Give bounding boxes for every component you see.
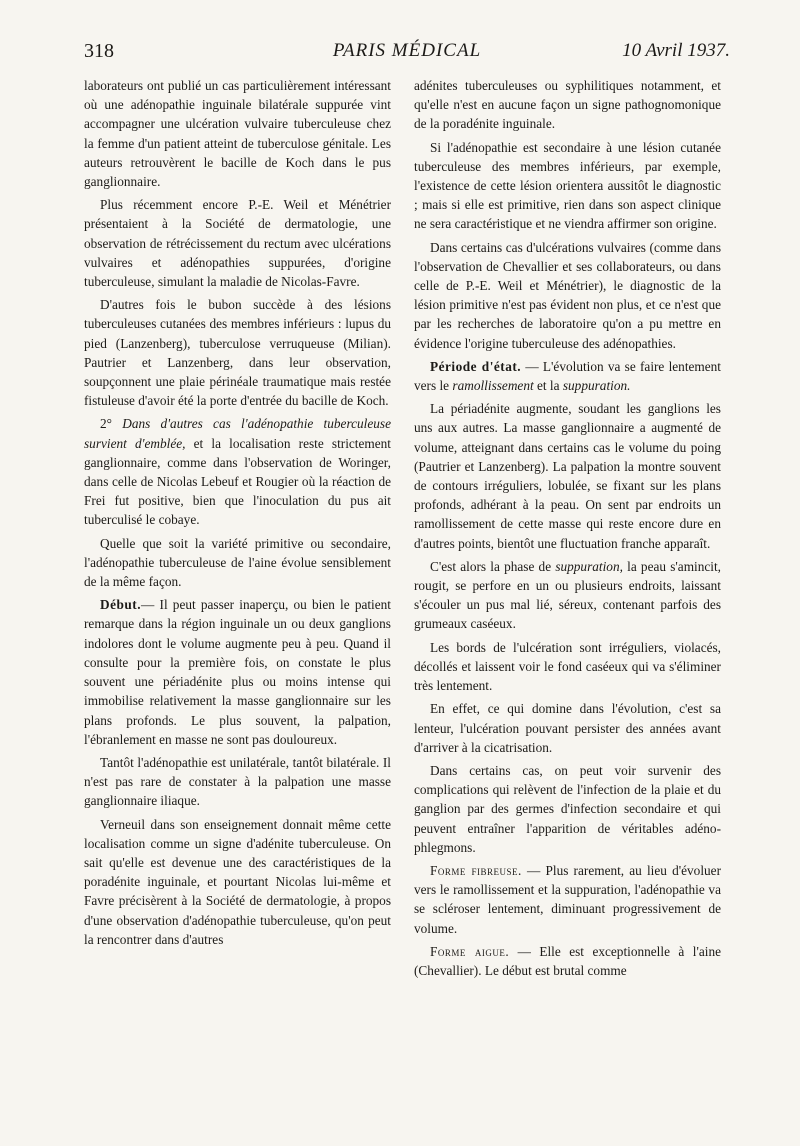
- paragraph-text: et la: [537, 378, 560, 394]
- left-column: [84, 76, 391, 1116]
- small-caps-heading: Forme fibreuse.: [430, 862, 522, 878]
- paragraph-text: la peau s'amincit, rougit, se perfore en un ou plusieurs endroits, laissant s'écouler un pus mal lié, séreux, contenant parfois des grumeaux caséeux.: [414, 558, 721, 632]
- paragraph: [414, 557, 721, 634]
- paragraph-text: — Elle est exceptionnelle à l'aine (Chevallier). Le début est brutal comme: [414, 943, 721, 978]
- small-caps-heading: Forme aigue.: [430, 943, 510, 959]
- paragraph: adénites tuberculeuses ou syphilitiques notamment, et qu'elle n'est en aucune façon un signe pathognomonique de la poradénite inguinale.: [414, 78, 721, 132]
- paragraph: [414, 357, 721, 395]
- paragraph: Dans certains cas d'ulcérations vulvaires (comme dans l'observation de Chevallier et ses collaborateurs, ou dans celle de P.-E. Weil et Ménétrier), le diagnostic de la lésion primitive n'est pas évident non plus, et ce n'est que par les recherches de laboratoire qu'on a pu mettre en évidence l'origine tuberculeuse des adénopathies.: [414, 239, 721, 351]
- paragraph: D'autres fois le bubon succède à des lésions tuberculeuses cutanées des membres inférieurs : lupus du pied (Lanzenberg), tuberculose verruqueuse (Milian). Pautrier et Lanzenberg, dans leur observation, soupçonnent une plaie périnéale traumatique mais restée fistuleuse d'avoir été la porte d'entrée du bacille de Koch.: [84, 297, 391, 409]
- paragraph: [414, 942, 721, 980]
- italic-term: suppuration,: [555, 558, 623, 574]
- italic-term: ramollissement: [452, 378, 534, 394]
- paragraph: Plus récemment encore P.-E. Weil et Ménétrier présentaient à la Société de dermatologie, une observation de rétrécissement du rectum avec ulcérations vulvaires et adénopathies suppurées, d'origine tuberculeuse, simulant la maladie de Nicolas-Favre.: [84, 197, 391, 290]
- journal-title: PARIS MÉDICAL: [332, 40, 482, 61]
- paragraph: Verneuil dans son enseignement donnait même cette localisation comme un signe d'adénite tuberculeuse. On sait qu'elle est devenue une des caractéristiques de la poradénite inguinale, et pourtant Nicolas lui-même et Favre précisèrent à la Société de dermatologie, à propos d'une observation d'adénopathie tuberculeuse, qu'on peut la rencontrer dans d'autres: [84, 816, 391, 947]
- paragraph-text: — Il peut passer inaperçu, ou bien le patient remarque dans la région inguinale un ou deux ganglions indolores dont le volume augmente peu à peu. Quand il consulte pour la première fois, on constate le plus souvent une périadénite plus ou moins intense qui immobilise relativement la masse ganglionnaire sur les plans profonds. Le plus souvent, la palpation, l'ébranlement en masse ne sont pas douloureux.: [84, 597, 391, 747]
- paragraph-text: — Plus rarement, au lieu d'évoluer vers le ramollissement et la suppuration, l'adénopathie va se scléroser lentement, diminuant progressivement de volume.: [414, 862, 721, 936]
- paragraph: [84, 414, 391, 529]
- item-number: 2°: [100, 416, 112, 432]
- paragraph: Tantôt l'adénopathie est unilatérale, tantôt bilatérale. Il n'est pas rare de constater à la palpation une masse ganglionnaire iliaque.: [84, 754, 391, 809]
- paragraph: [414, 861, 721, 938]
- italic-term: suppuration.: [562, 378, 631, 394]
- paragraph: Dans certains cas, on peut voir survenir des complications qui relèvent de l'infection de la plaie et du ganglion par des germes d'infection secondaire et qui peuvent entraîner l'apparition de véritables adéno-phlegmons.: [414, 762, 721, 855]
- paragraph: Les bords de l'ulcération sont irréguliers, violacés, décollés et laissent voir le fond caséeux qui va s'éliminer très lentement.: [414, 639, 721, 694]
- run-in-heading: Début.: [100, 597, 142, 613]
- paragraph: Si l'adénopathie est secondaire à une lésion cutanée tuberculeuse des membres inférieurs, par exemple, l'existence de cette lésion orientera aussitôt le diagnostic ; mais si elle est primitive, rien dans son aspect clinique ne sera caractéristique et ne viendra affirmer son origine.: [414, 139, 721, 232]
- paragraph: La périadénite augmente, soudant les ganglions les uns aux autres. La masse ganglionnaire a augmenté de volume, atteignant dans certains cas le volume du poing (Pautrier et Lanzenberg). La palpation la montre souvent de contours irréguliers, lobulée, se fixant sur les plans profonds, adhérant à la peau. On sent par endroits un ramollissement de cette masse qui reste encore dure en d'autres points, bientôt une fluctuation franche apparaît.: [414, 401, 721, 551]
- paragraph: En effet, ce qui domine dans l'évolution, c'est sa lenteur, l'ulcération pouvant persister des années avant d'arriver à la cicatrisation.: [414, 701, 721, 755]
- paragraph-text: C'est alors la phase de: [430, 558, 552, 574]
- paragraph: Quelle que soit la variété primitive ou secondaire, l'adénopathie tuberculeuse de l'aine évolue sensiblement de la même façon.: [84, 535, 391, 590]
- paragraph-text: — L'évolution va se faire lentement vers le: [414, 358, 721, 394]
- running-header: [84, 40, 730, 72]
- paragraph: [84, 595, 391, 749]
- right-column: [414, 76, 721, 1116]
- italic-phrase: Dans d'autres cas l'adénopathie tuberculeuse survient d'emblée,: [84, 416, 391, 451]
- page-number: 318: [84, 40, 114, 62]
- issue-date: 10 Avril 1937.: [622, 40, 730, 61]
- run-in-heading: Période d'état.: [430, 358, 522, 374]
- paragraph: laborateurs ont publié un cas particulièrement intéressant où une adénopathie inguinale bilatérale suppurée vint accompagner une ulcération vulvaire tuberculeuse chez la femme d'un patient atteint de tuberculose génitale. Les auteurs retrouvèrent le bacille de Koch dans le pus ganglionnaire.: [84, 78, 391, 190]
- paragraph-text: et la localisation reste strictement ganglionnaire, comme dans l'observation de Woringer, dans celle de Nicolas Lebeuf et Rougier où la réaction de Frei fut positive, bien que l'inoculation du pus ait tuberculisé le cobaye.: [84, 435, 391, 528]
